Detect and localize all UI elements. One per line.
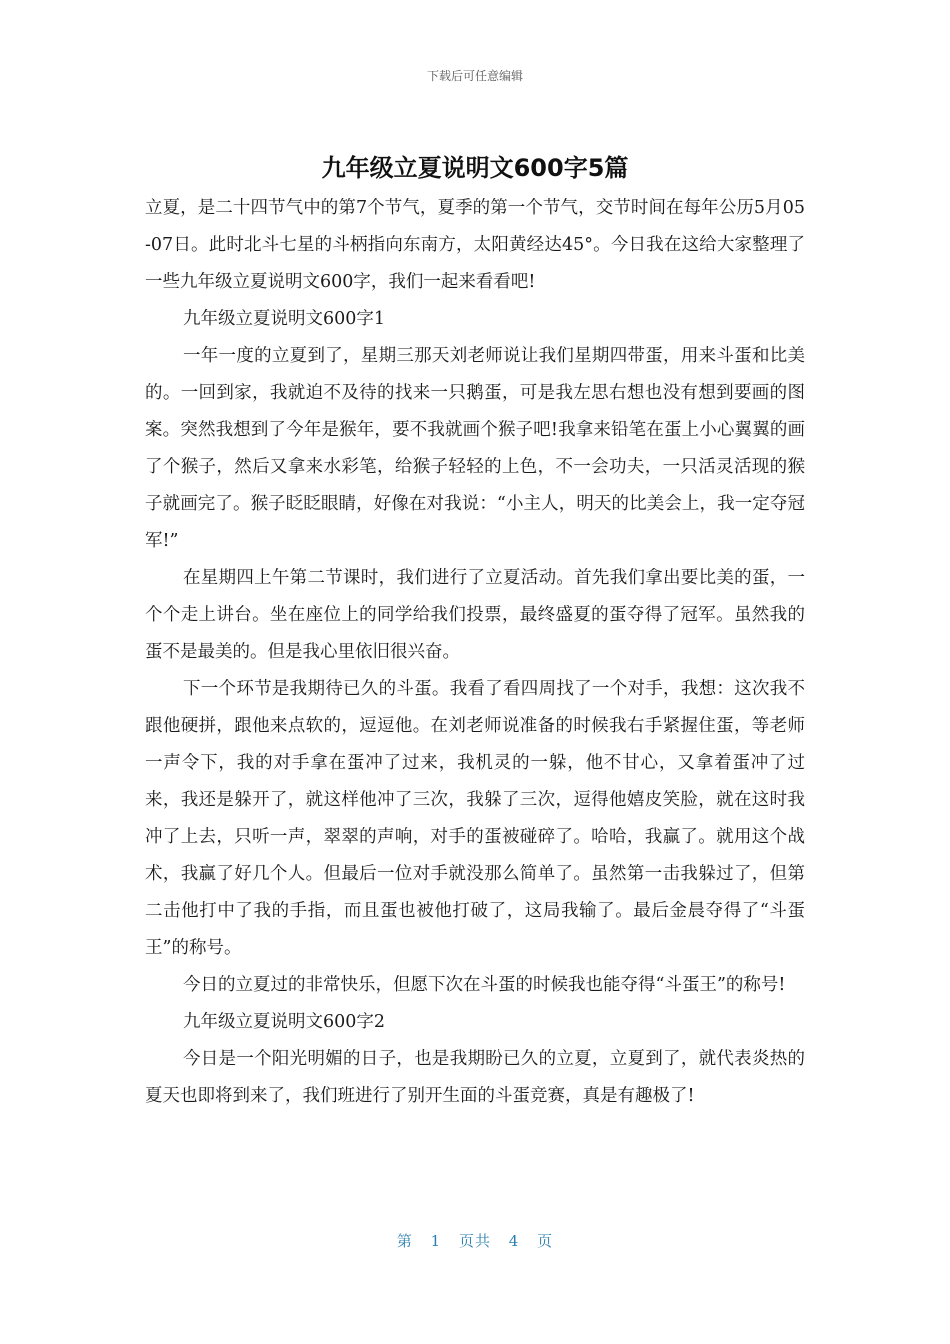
section-heading-1: 九年级立夏说明文600字1 (183, 309, 386, 329)
footer-page-number: 1 (430, 1232, 442, 1250)
body-paragraph: 今日是一个阳光明媚的日子，也是我期盼已久的立夏，立夏到了，就代表炎热的夏天也即将到来了，我们班进行了别开生面的斗蛋竞赛，真是有趣极了! (145, 1049, 805, 1106)
footer-middle: 页共 (458, 1232, 491, 1250)
page-footer (0, 1230, 950, 1251)
footer-total-pages: 4 (508, 1232, 520, 1250)
body-paragraph: 一年一度的立夏到了，星期三那天刘老师说让我们星期四带蛋，用来斗蛋和比美的。一回到家，我就迫不及待的找来一只鹅蛋，可是我左思右想也没有想到要画的图案。突然我想到了今年是猴年，要不我就画个猴子吧!我拿来铅笔在蛋上小心翼翼的画了个猴子，然后又拿来水彩笔，给猴子轻轻的上色，不一会功夫，一只活灵活现的猴子就画完了。猴子眨眨眼睛，好像在对我说：“小主人，明天的比美会上，我一定夺冠军!” (145, 346, 805, 551)
body-paragraph: 今日的立夏过的非常快乐，但愿下次在斗蛋的时候我也能夺得“斗蛋王”的称号! (183, 975, 786, 995)
footer-suffix: 页 (537, 1232, 554, 1250)
body-paragraph: 在星期四上午第二节课时，我们进行了立夏活动。首先我们拿出要比美的蛋，一个个走上讲台。坐在座位上的同学给我们投票，最终盛夏的蛋夺得了冠军。虽然我的蛋不是最美的。但是我心里依旧很兴奋。 (145, 568, 805, 662)
section-heading-2: 九年级立夏说明文600字2 (183, 1012, 386, 1032)
document-body (145, 190, 805, 1115)
header-note: 下载后可任意编辑 (426, 69, 523, 83)
body-paragraph: 下一个环节是我期待已久的斗蛋。我看了看四周找了一个对手，我想：这次我不跟他硬拼，跟他来点软的，逗逗他。在刘老师说准备的时候我右手紧握住蛋，等老师一声令下，我的对手拿在蛋冲了过来，我机灵的一躲，他不甘心，又拿着蛋冲了过来，我还是躲开了，就这样他冲了三次，我躲了三次，逗得他嬉皮笑脸，就在这时我冲了上去，只听一声，翠翠的声响，对手的蛋被碰碎了。哈哈，我赢了。就用这个战术，我赢了好几个人。但最后一位对手就没那么简单了。虽然第一击我躲过了，但第二击他打中了我的手指，而且蛋也被他打破了，这局我输了。最后金晨夺得了“斗蛋王”的称号。 (145, 679, 805, 958)
document-title: 九年级立夏说明文600字5篇 (321, 154, 629, 182)
footer-prefix: 第 (396, 1232, 413, 1250)
intro-paragraph: 立夏，是二十四节气中的第7个节气，夏季的第一个节气，交节时间在每年公历5月05-07日。此时北斗七星的斗柄指向东南方，太阳黄经达45°。今日我在这给大家整理了一些九年级立夏说明文600字，我们一起来看看吧! (145, 198, 805, 292)
